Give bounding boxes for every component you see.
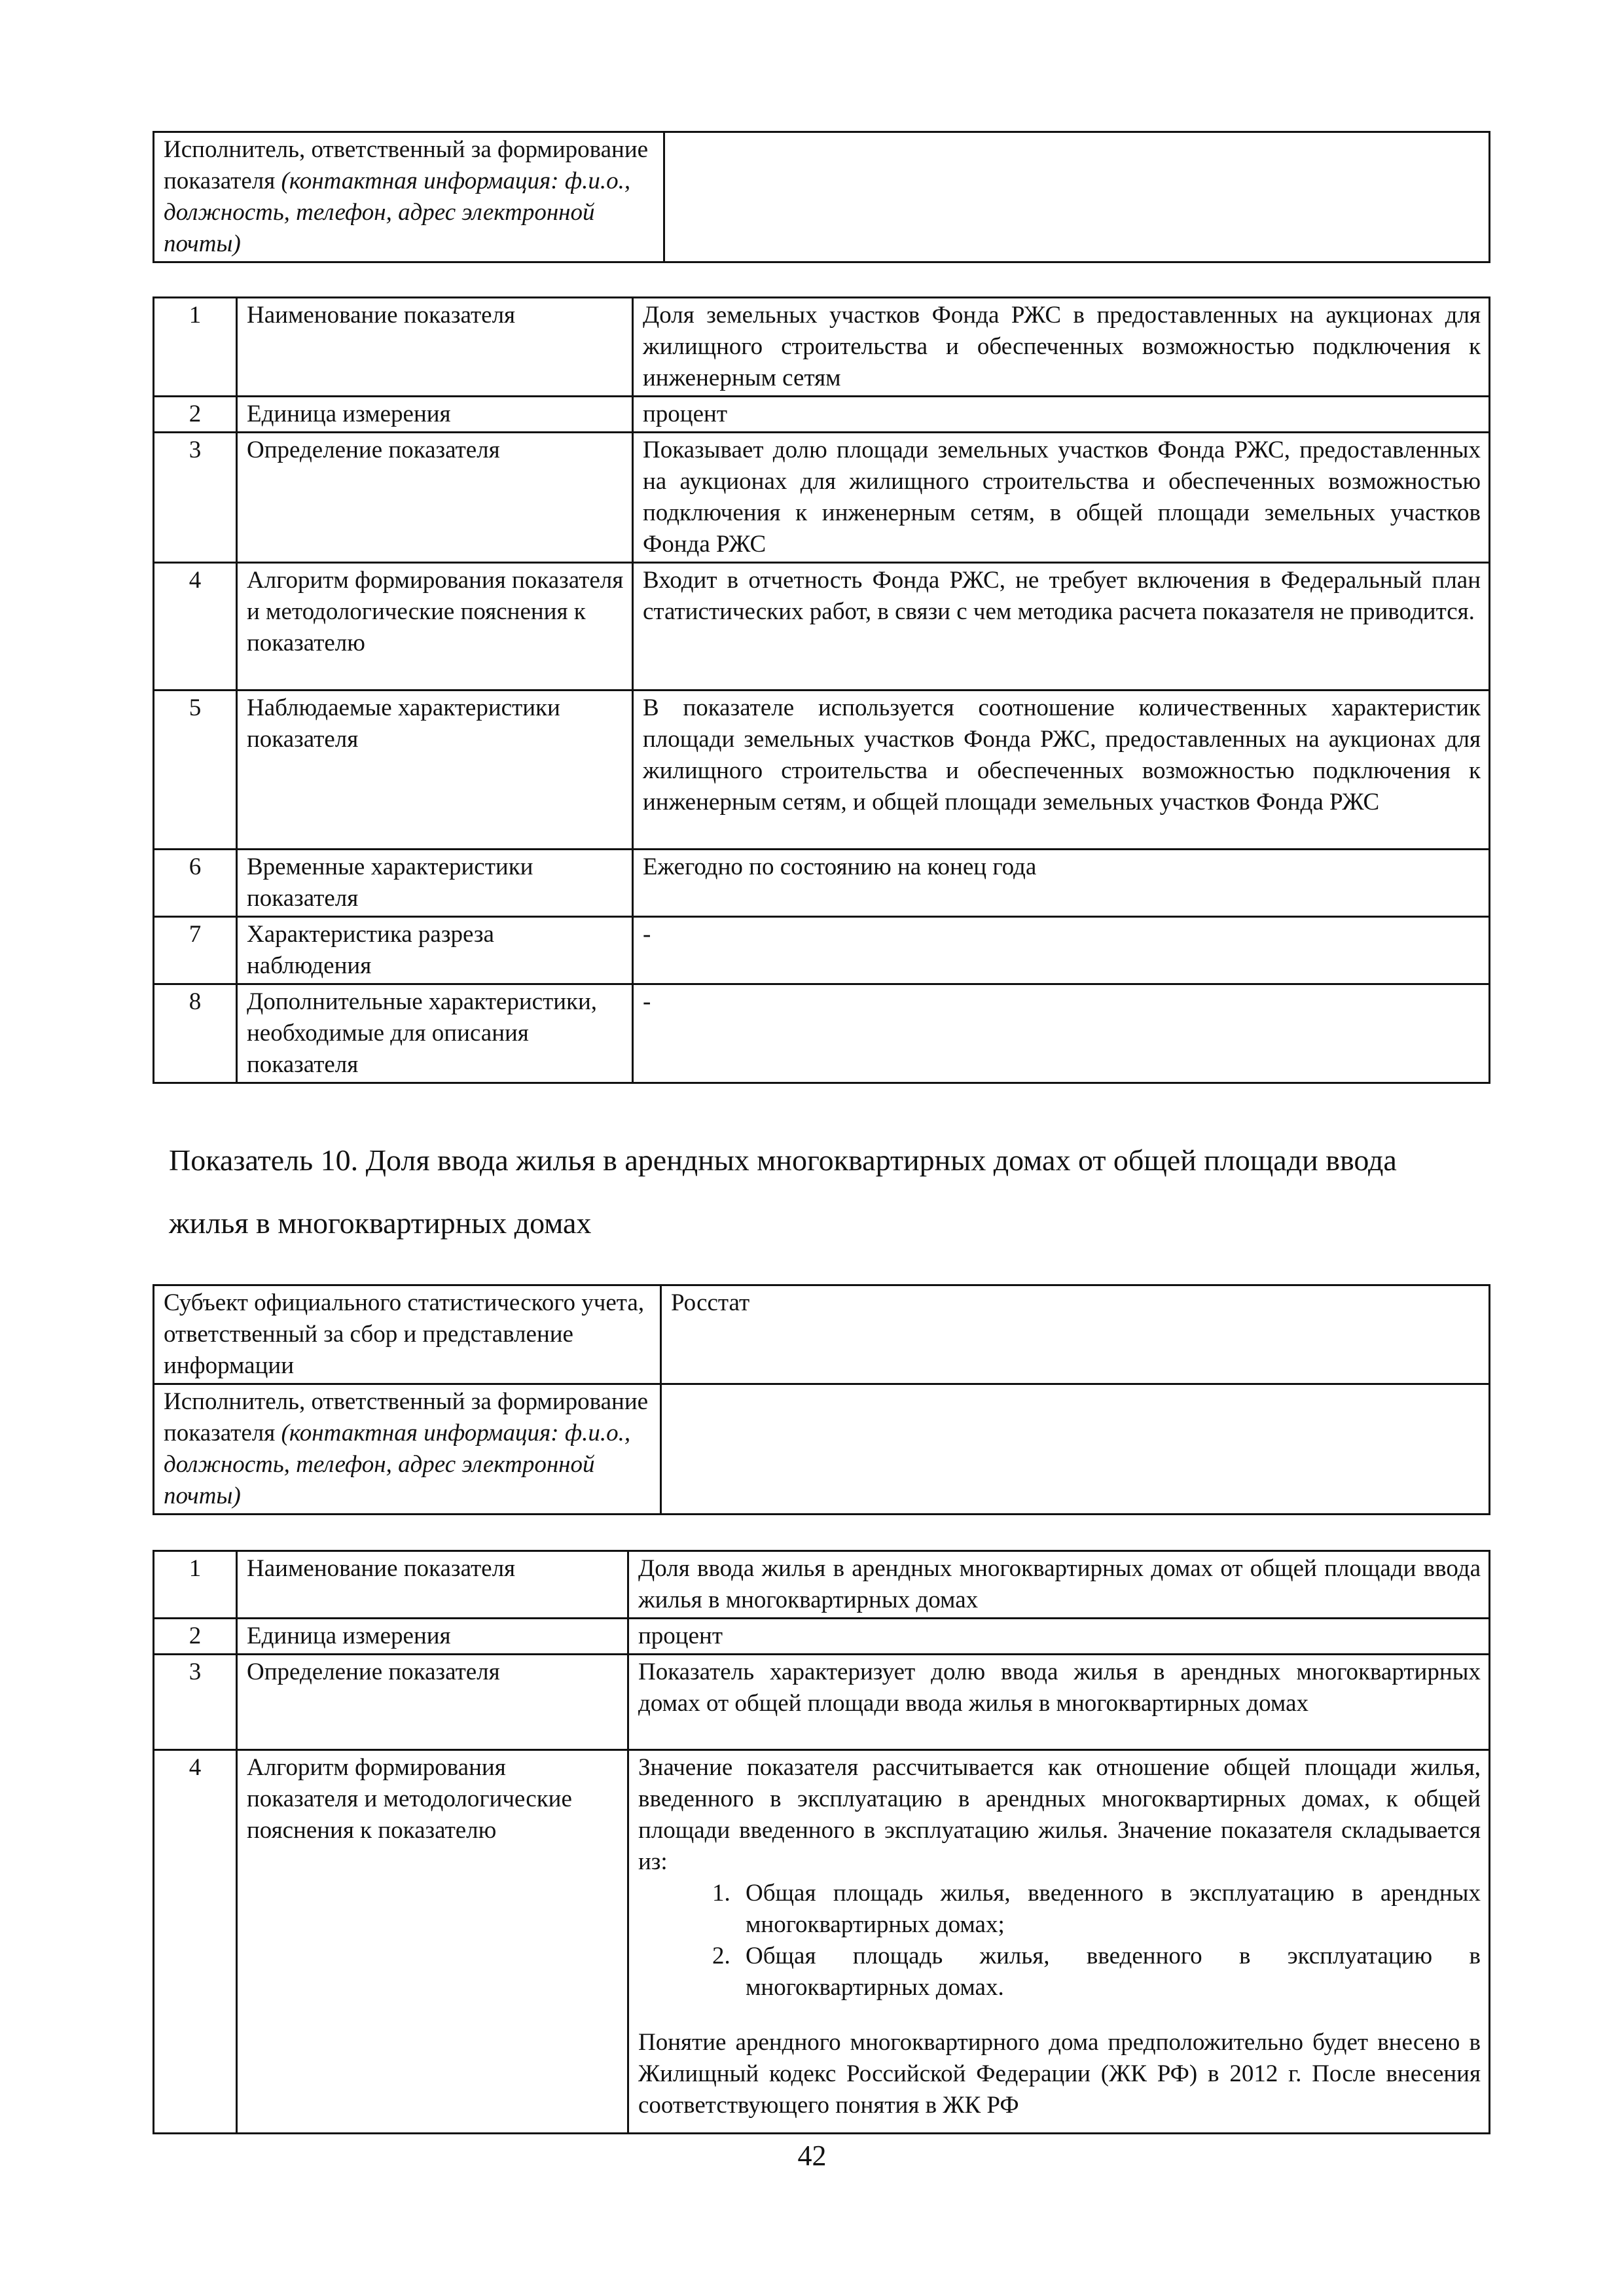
table-row — [154, 1619, 1490, 1655]
row-label: Алгоритм формирования показателя и методологические пояснения к показателю — [237, 1750, 628, 2134]
row-value: Показывает долю площади земельных участков Фонда РЖС, предоставленных на аукционах для жилищного строительства и обеспеченных возможностью подключения к инженерным сетям, в общей площади земельных участков Фонда РЖС — [633, 433, 1490, 563]
page-number: 42 — [797, 2140, 827, 2172]
row-label: Определение показателя — [237, 1655, 628, 1750]
row-value: Доля ввода жилья в арендных многоквартирных домах от общей площади ввода жилья в многоквартирных домах — [628, 1551, 1490, 1619]
section-heading: Показатель 10. Доля ввода жилья в арендных многоквартирных домах от общей площади ввода жилья в многоквартирных домах — [169, 1143, 1397, 1240]
list-item: 1. Общая площадь жилья, введенного в эксплуатацию в арендных многоквартирных домах; — [736, 1878, 1481, 1941]
row-value: Доля земельных участков Фонда РЖС в предоставленных на аукционах для жилищного строительства и обеспеченных возможностью подключения к инженерным сетям — [633, 298, 1490, 397]
executor-label-text: Исполнитель, ответственный за формирование показателя — [164, 136, 649, 194]
indicator-10-table — [153, 1550, 1490, 2134]
list-item: 2. Общая площадь жилья, введенного в эксплуатацию в многоквартирных домах. — [736, 1941, 1481, 2003]
algorithm-note: Понятие арендного многоквартирного дома предположительно будет внесено в Жилищный кодекс Российской Федерации (ЖК РФ) в 2012 г. После внесения соответствующего понятия в ЖК РФ — [638, 2029, 1481, 2119]
indicator-passport-table — [153, 296, 1490, 1084]
row-label: Наблюдаемые характеристики показателя — [237, 691, 633, 850]
row-number: 4 — [154, 563, 237, 691]
executor-value — [664, 132, 1490, 262]
row-number: 4 — [154, 1750, 237, 2134]
row-number: 1 — [154, 298, 237, 397]
row-value — [628, 1750, 1490, 2134]
executor-table-top — [153, 131, 1490, 263]
row-value: Ежегодно по состоянию на конец года — [633, 850, 1490, 917]
table-row — [154, 1551, 1490, 1619]
table-row — [154, 298, 1490, 397]
algorithm-intro: Значение показателя рассчитывается как отношение общей площади жилья, введенного в эксплуатацию в арендных многоквартирных домах, к общей площади введенного в эксплуатацию жилья. Значение показателя складывается из: — [638, 1754, 1481, 1875]
row-label: Характеристика разреза наблюдения — [237, 917, 633, 984]
subject-label: Субъект официального статистического учета, ответственный за сбор и представление информации — [154, 1285, 661, 1384]
row-value: процент — [628, 1619, 1490, 1655]
row-value: - — [633, 984, 1490, 1083]
table-row — [154, 1384, 1490, 1515]
row-label: Единица измерения — [237, 397, 633, 433]
executor-label-italic: (контактная информация: ф.и.о., должность, телефон, адрес электронной почты) — [164, 1420, 631, 1509]
table-row — [154, 132, 1490, 262]
row-number: 3 — [154, 1655, 237, 1750]
row-number: 3 — [154, 433, 237, 563]
row-label: Определение показателя — [237, 433, 633, 563]
table-row — [154, 397, 1490, 433]
row-label: Наименование показателя — [237, 1551, 628, 1619]
table-row — [154, 850, 1490, 917]
table-row — [154, 1285, 1490, 1384]
executor-label-italic: (контактная информация: ф.и.о., должность, телефон, адрес электронной почты) — [164, 168, 631, 257]
row-label: Единица измерения — [237, 1619, 628, 1655]
row-label: Дополнительные характеристики, необходимые для описания показателя — [237, 984, 633, 1083]
row-number: 2 — [154, 1619, 237, 1655]
row-value: - — [633, 917, 1490, 984]
responsible-table — [153, 1284, 1490, 1515]
row-label: Алгоритм формирования показателя и методологические пояснения к показателю — [237, 563, 633, 691]
row-value: Показатель характеризует долю ввода жилья в арендных многоквартирных домах от общей площади ввода жилья в многоквартирных домах — [628, 1655, 1490, 1750]
row-number: 5 — [154, 691, 237, 850]
executor-label — [154, 1384, 661, 1515]
algorithm-list — [638, 1878, 1481, 2003]
table-row — [154, 563, 1490, 691]
row-number: 6 — [154, 850, 237, 917]
table-row — [154, 1655, 1490, 1750]
table-row — [154, 1750, 1490, 2134]
table-row — [154, 691, 1490, 850]
table-row — [154, 917, 1490, 984]
table-row — [154, 984, 1490, 1083]
row-number: 1 — [154, 1551, 237, 1619]
row-label: Временные характеристики показателя — [237, 850, 633, 917]
row-number: 7 — [154, 917, 237, 984]
row-value: процент — [633, 397, 1490, 433]
row-number: 2 — [154, 397, 237, 433]
row-number: 8 — [154, 984, 237, 1083]
executor-label — [154, 132, 664, 262]
executor-label-text: Исполнитель, ответственный за формирование показателя — [164, 1388, 649, 1446]
row-value: В показателе используется соотношение количественных характеристик площади земельных участков Фонда РЖС, предоставленных на аукционах для жилищного строительства и обеспеченных возможностью подключения к инженерным сетям, и общей площади земельных участков Фонда РЖС — [633, 691, 1490, 850]
executor-value — [661, 1384, 1490, 1515]
row-value: Входит в отчетность Фонда РЖС, не требует включения в Федеральный план статистических работ, в связи с чем методика расчета показателя не приводится. — [633, 563, 1490, 691]
row-label: Наименование показателя — [237, 298, 633, 397]
table-row — [154, 433, 1490, 563]
subject-value: Росстат — [661, 1285, 1490, 1384]
